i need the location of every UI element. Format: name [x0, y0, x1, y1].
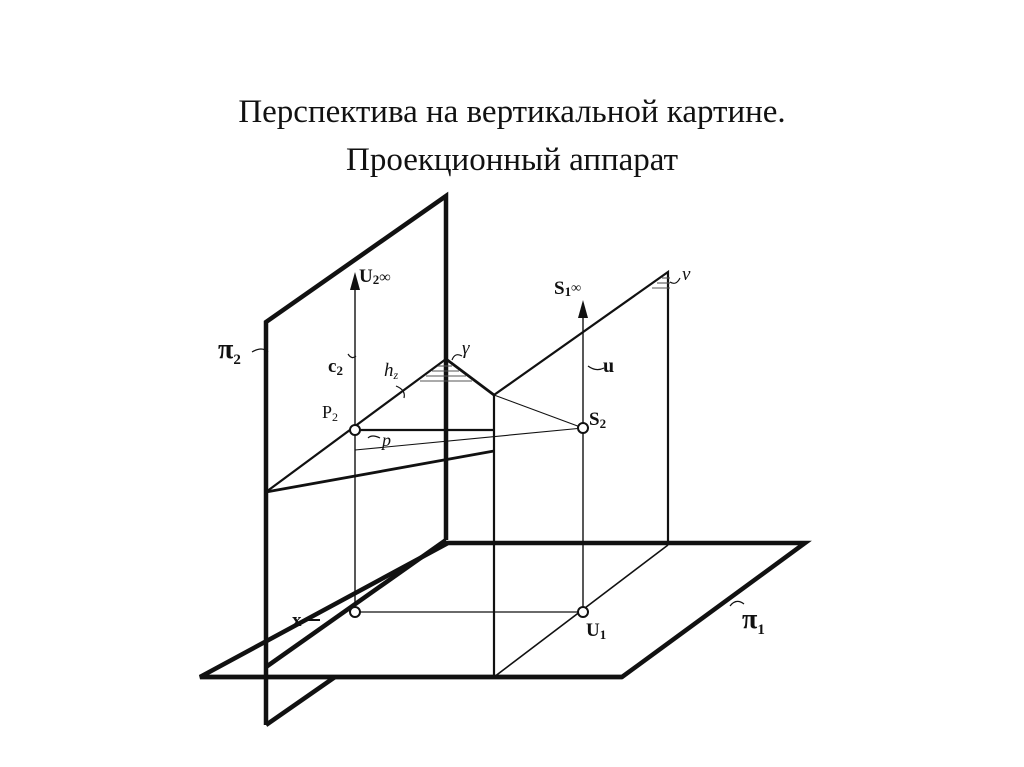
pi2-bottom-extension	[266, 677, 335, 725]
label-c2-base: c	[328, 356, 337, 377]
label-pi1	[742, 604, 765, 638]
point-x	[350, 607, 360, 617]
label-s1-infinity	[554, 278, 581, 299]
point-p2	[350, 425, 360, 435]
label-hz	[384, 360, 399, 382]
label-x: x	[292, 610, 302, 631]
label-u1	[586, 620, 606, 642]
label-u-line: u	[603, 355, 615, 377]
label-pi1-base: π	[742, 604, 758, 635]
label-s2-base: S	[589, 409, 600, 430]
label-u1-base: U	[586, 620, 600, 641]
gamma-top-edge	[446, 359, 494, 395]
label-c2-sub: 2	[336, 363, 343, 378]
label-u2-infinity	[359, 266, 391, 287]
label-s1-sup: ∞	[571, 281, 582, 296]
label-pi2-base: π	[218, 334, 234, 365]
ray-s2-to-nu-top	[494, 395, 583, 428]
label-s2	[589, 409, 606, 431]
arrow-s1-infinity	[578, 300, 588, 318]
label-s2-sub: 2	[599, 416, 607, 431]
label-p2	[322, 402, 338, 424]
label-hz-base: h	[384, 360, 394, 381]
label-s1-sub: 1	[564, 284, 572, 299]
label-pi2	[218, 334, 241, 368]
slide-title-line-2: Проекционный аппарат	[345, 142, 679, 178]
label-p-line: p	[382, 430, 391, 450]
label-s1-base: S	[554, 278, 565, 299]
label-hz-sub: z	[393, 368, 399, 382]
label-u2-sub: 2	[372, 272, 380, 287]
label-pi1-sub: 1	[757, 622, 765, 638]
leader-lines	[252, 278, 744, 606]
label-u2-base: U	[359, 266, 373, 287]
label-gamma: γ	[462, 338, 470, 359]
point-u1	[578, 607, 588, 617]
slide-title-line-1: Перспектива на вертикальной картине.	[238, 94, 786, 130]
plane-pi1	[200, 543, 805, 677]
label-u2-sup: ∞	[379, 269, 391, 286]
label-u1-sub: 1	[599, 627, 607, 642]
gamma-front-edge	[266, 451, 494, 492]
label-nu: ν	[682, 264, 691, 285]
label-p2-base: P	[322, 402, 333, 422]
label-c2	[328, 356, 343, 378]
label-pi2-sub: 2	[233, 352, 241, 368]
point-s2	[578, 423, 588, 433]
label-p2-sub: 2	[332, 410, 339, 424]
